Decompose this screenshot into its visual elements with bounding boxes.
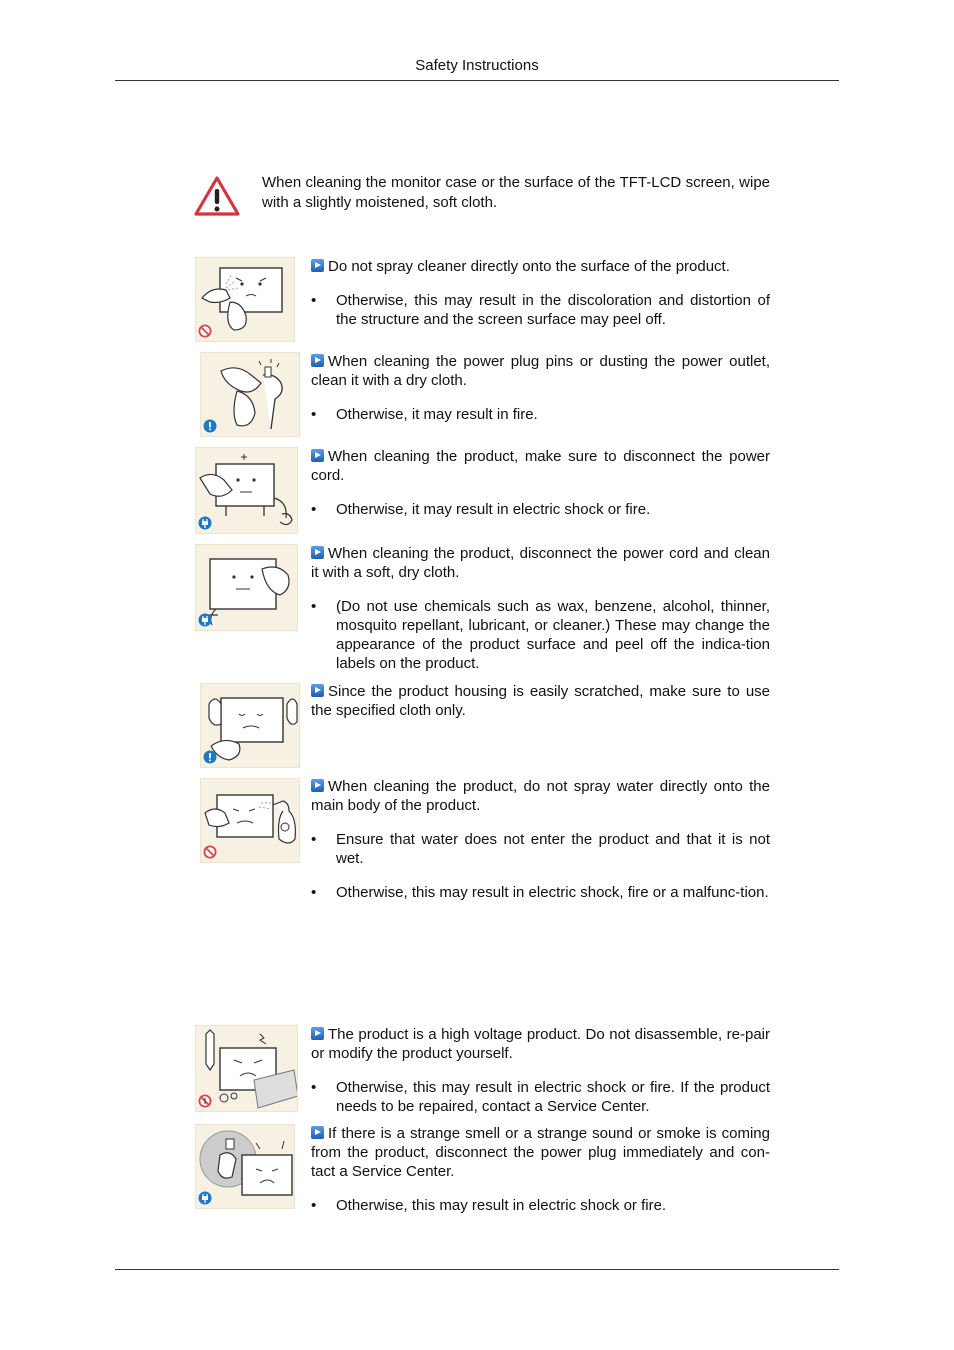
arrow-icon bbox=[311, 779, 324, 792]
item-bullet: • Otherwise, it may result in electric shock or fire. bbox=[311, 500, 770, 519]
arrow-icon bbox=[311, 259, 324, 272]
header-rule bbox=[115, 80, 839, 81]
item-main-text: When cleaning the product, do not spray water directly onto the main body of the product. bbox=[311, 778, 770, 814]
item-bullet: • Otherwise, this may result in electric shock or fire. bbox=[311, 1196, 770, 1215]
item-bullet: • Otherwise, it may result in fire. bbox=[311, 405, 770, 424]
item-bullet: • Otherwise, this may result in the discoloration and distortion of the structure and the screen surface may peel off. bbox=[311, 291, 770, 329]
item-main-text: When cleaning the product, disconnect the power cord and clean it with a soft, dry cloth. bbox=[311, 545, 770, 581]
prohibition-icon bbox=[203, 845, 217, 859]
arrow-icon bbox=[311, 684, 324, 697]
item-disconnect-cord bbox=[311, 447, 770, 519]
item-spray-cleaner bbox=[311, 257, 770, 329]
arrow-icon bbox=[311, 1027, 324, 1040]
item-strange-smell bbox=[311, 1124, 770, 1215]
item-bullet: • Otherwise, this may result in electric shock, fire or a malfunc-tion. bbox=[311, 883, 770, 902]
item-main-text: When cleaning the product, make sure to disconnect the power cord. bbox=[311, 448, 770, 484]
item-high-voltage bbox=[311, 1025, 770, 1116]
arrow-icon bbox=[311, 1126, 324, 1139]
unplug-icon bbox=[198, 516, 212, 530]
item-main-text: Since the product housing is easily scratched, make sure to use the specified cloth only. bbox=[311, 683, 770, 719]
footer-rule bbox=[115, 1269, 839, 1270]
prohibition-icon bbox=[198, 324, 212, 338]
item-bullet: • Otherwise, this may result in electric shock or fire. If the product needs to be repaired, contact a Service Center. bbox=[311, 1078, 770, 1116]
item-specified-cloth bbox=[311, 682, 770, 720]
no-disassembly-icon bbox=[198, 1094, 212, 1108]
item-main-text: The product is a high voltage product. Do not disassemble, re-pair or modify the product yourself. bbox=[311, 1026, 770, 1062]
warning-triangle-icon bbox=[194, 175, 240, 217]
item-main-text: When cleaning the power plug pins or dusting the power outlet, clean it with a dry cloth. bbox=[311, 353, 770, 389]
item-spray-water bbox=[311, 777, 770, 902]
arrow-icon bbox=[311, 449, 324, 462]
header-title: Safety Instructions bbox=[415, 57, 539, 74]
item-main-text: Do not spray cleaner directly onto the surface of the product. bbox=[311, 257, 770, 276]
unplug-icon bbox=[198, 1191, 212, 1205]
arrow-icon bbox=[311, 546, 324, 559]
unplug-icon bbox=[198, 613, 212, 627]
item-bullet: • (Do not use chemicals such as wax, benzene, alcohol, thinner, mosquito repellant, lubricant, or cleaner.) These may change the appearance of the product surface and peel off the indica-tion labels on the product. bbox=[311, 597, 770, 673]
warning-text: When cleaning the monitor case or the surface of the TFT-LCD screen, wipe with a slightly moistened, soft cloth. bbox=[262, 174, 770, 211]
item-power-plug bbox=[311, 352, 770, 424]
caution-icon bbox=[203, 419, 217, 433]
caution-icon bbox=[203, 750, 217, 764]
arrow-icon bbox=[311, 354, 324, 367]
item-bullet: • Ensure that water does not enter the product and that it is not wet. bbox=[311, 830, 770, 868]
item-main-text: If there is a strange smell or a strange sound or smoke is coming from the product, disconnect the power plug immediately and con-tact a Service Center. bbox=[311, 1125, 770, 1180]
item-dry-cloth bbox=[311, 544, 770, 673]
